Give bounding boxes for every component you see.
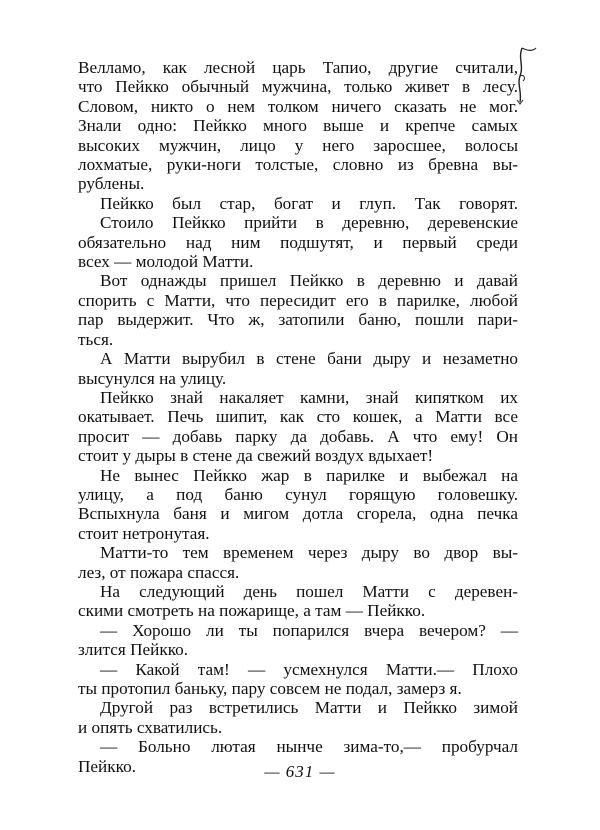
paragraph-line bbox=[78, 563, 518, 582]
paragraph-line bbox=[78, 369, 518, 388]
text-line: улицу, а под баню сунул горящую головешку. bbox=[78, 484, 518, 504]
paragraph-line bbox=[78, 446, 518, 465]
text-line: — Больно лютая нынче зима-то,— пробурчал bbox=[100, 737, 518, 757]
paragraph-line bbox=[78, 77, 518, 96]
text-line: высоких мужчин, лицо у него заросшее, волосы bbox=[78, 135, 518, 155]
text-line: Велламо, как лесной царь Тапио, другие считали, bbox=[78, 58, 518, 77]
text-line: стоит у дыры в стене да свежий воздух вдыхает! bbox=[78, 446, 434, 466]
text-line: Другой раз встретились Матти и Пейкко зимой bbox=[100, 698, 518, 718]
paragraph-line bbox=[78, 233, 518, 252]
paragraph-line bbox=[78, 427, 518, 446]
paragraph-line bbox=[78, 698, 518, 717]
paragraph-line bbox=[78, 737, 518, 756]
paragraph-line bbox=[78, 640, 518, 659]
paragraph-line bbox=[78, 466, 518, 485]
text-line: злится Пейкко. bbox=[78, 640, 189, 660]
text-line: ться. bbox=[78, 329, 114, 349]
text-line: На следующий день пошел Матти с деревен- bbox=[100, 581, 518, 601]
text-line: стоит нетронутая. bbox=[78, 523, 210, 543]
paragraph-line bbox=[78, 349, 518, 368]
text-line: Вспыхнула баня и мигом дотла сгорела, одна печка bbox=[78, 504, 518, 524]
paragraph-line bbox=[78, 330, 518, 349]
paragraph-line bbox=[78, 485, 518, 504]
paragraph-line bbox=[78, 136, 518, 155]
text-line: скими смотреть на пожарище, а там — Пейкко. bbox=[78, 601, 426, 621]
paragraph-line bbox=[78, 58, 518, 77]
paragraph-line bbox=[78, 213, 518, 232]
text-line: всех — молодой Матти. bbox=[78, 252, 254, 272]
text-line: ты протопил баньку, пару совсем не подал, замерз я. bbox=[78, 679, 462, 698]
paragraph-line bbox=[78, 621, 518, 640]
text-line: Не вынес Пейкко жар в парилке и выбежал на bbox=[100, 465, 518, 485]
text-column bbox=[78, 58, 518, 776]
text-line: пар выдержит. Что ж, затопили баню, пошли пари- bbox=[78, 310, 518, 330]
paragraph-line bbox=[78, 388, 518, 407]
text-line: Пейкко. bbox=[78, 756, 136, 776]
paragraph-line bbox=[78, 97, 518, 116]
text-line: А Матти вырубил в стене бани дыру и незаметно bbox=[100, 349, 518, 369]
text-line: — Какой там! — усмехнулся Матти.— Плохо bbox=[100, 659, 518, 679]
text-line: Пейкко знай накаляет камни, знай кипятком их bbox=[100, 387, 518, 407]
text-line: и опять схватились. bbox=[78, 717, 223, 737]
text-line: рублены. bbox=[78, 174, 145, 194]
text-line: Стоило Пейкко прийти в деревню, деревенские bbox=[100, 213, 518, 233]
paragraph-line bbox=[78, 601, 518, 620]
paragraph-line bbox=[78, 174, 518, 193]
text-line: что Пейкко обычный мужчина, только живет в лесу. bbox=[78, 77, 518, 97]
paragraph-line bbox=[78, 271, 518, 290]
paragraph-line bbox=[78, 582, 518, 601]
paragraph-line bbox=[78, 679, 518, 698]
text-line: обязательно над ним подшутят, и первый среди bbox=[78, 232, 518, 252]
text-line: лохматые, руки-ноги толстые, словно из бревна вы- bbox=[78, 155, 518, 175]
page-number: — 631 — bbox=[264, 762, 336, 781]
text-line: Знали одно: Пейкко много выше и крепче самых bbox=[78, 116, 518, 136]
paragraph-line bbox=[78, 310, 518, 329]
text-line: высунулся на улицу. bbox=[78, 368, 227, 388]
paragraph-line bbox=[78, 407, 518, 426]
paragraph-line bbox=[78, 116, 518, 135]
text-line: Вот однажды пришел Пейкко в деревню и давай bbox=[100, 271, 518, 291]
text-line: спорить с Матти, что пересидит его в парилке, любой bbox=[78, 290, 518, 310]
paragraph-line bbox=[78, 252, 518, 271]
paragraph-line bbox=[78, 291, 518, 310]
paragraph-line bbox=[78, 660, 518, 679]
paragraph-line bbox=[78, 194, 518, 213]
text-line: просит — добавь парку да добавь. А что ему! Он bbox=[78, 426, 518, 446]
paragraph-line bbox=[78, 504, 518, 523]
paragraph-line bbox=[78, 524, 518, 543]
text-line: — Хорошо ли ты попарился вчера вечером? — bbox=[100, 620, 518, 640]
text-line: Матти-то тем временем через дыру во двор вы- bbox=[100, 543, 518, 563]
text-line: Словом, никто о нем толком ничего сказать не мог. bbox=[78, 96, 518, 116]
text-line: окатывает. Печь шипит, как сто кошек, а Матти все bbox=[78, 407, 518, 427]
text-line: лез, от пожара спасся. bbox=[78, 562, 240, 582]
paragraph-line bbox=[78, 155, 518, 174]
paragraph-line bbox=[78, 543, 518, 562]
text-line: Пейкко был стар, богат и глуп. Так говорят. bbox=[100, 193, 518, 213]
paragraph-line bbox=[78, 718, 518, 737]
